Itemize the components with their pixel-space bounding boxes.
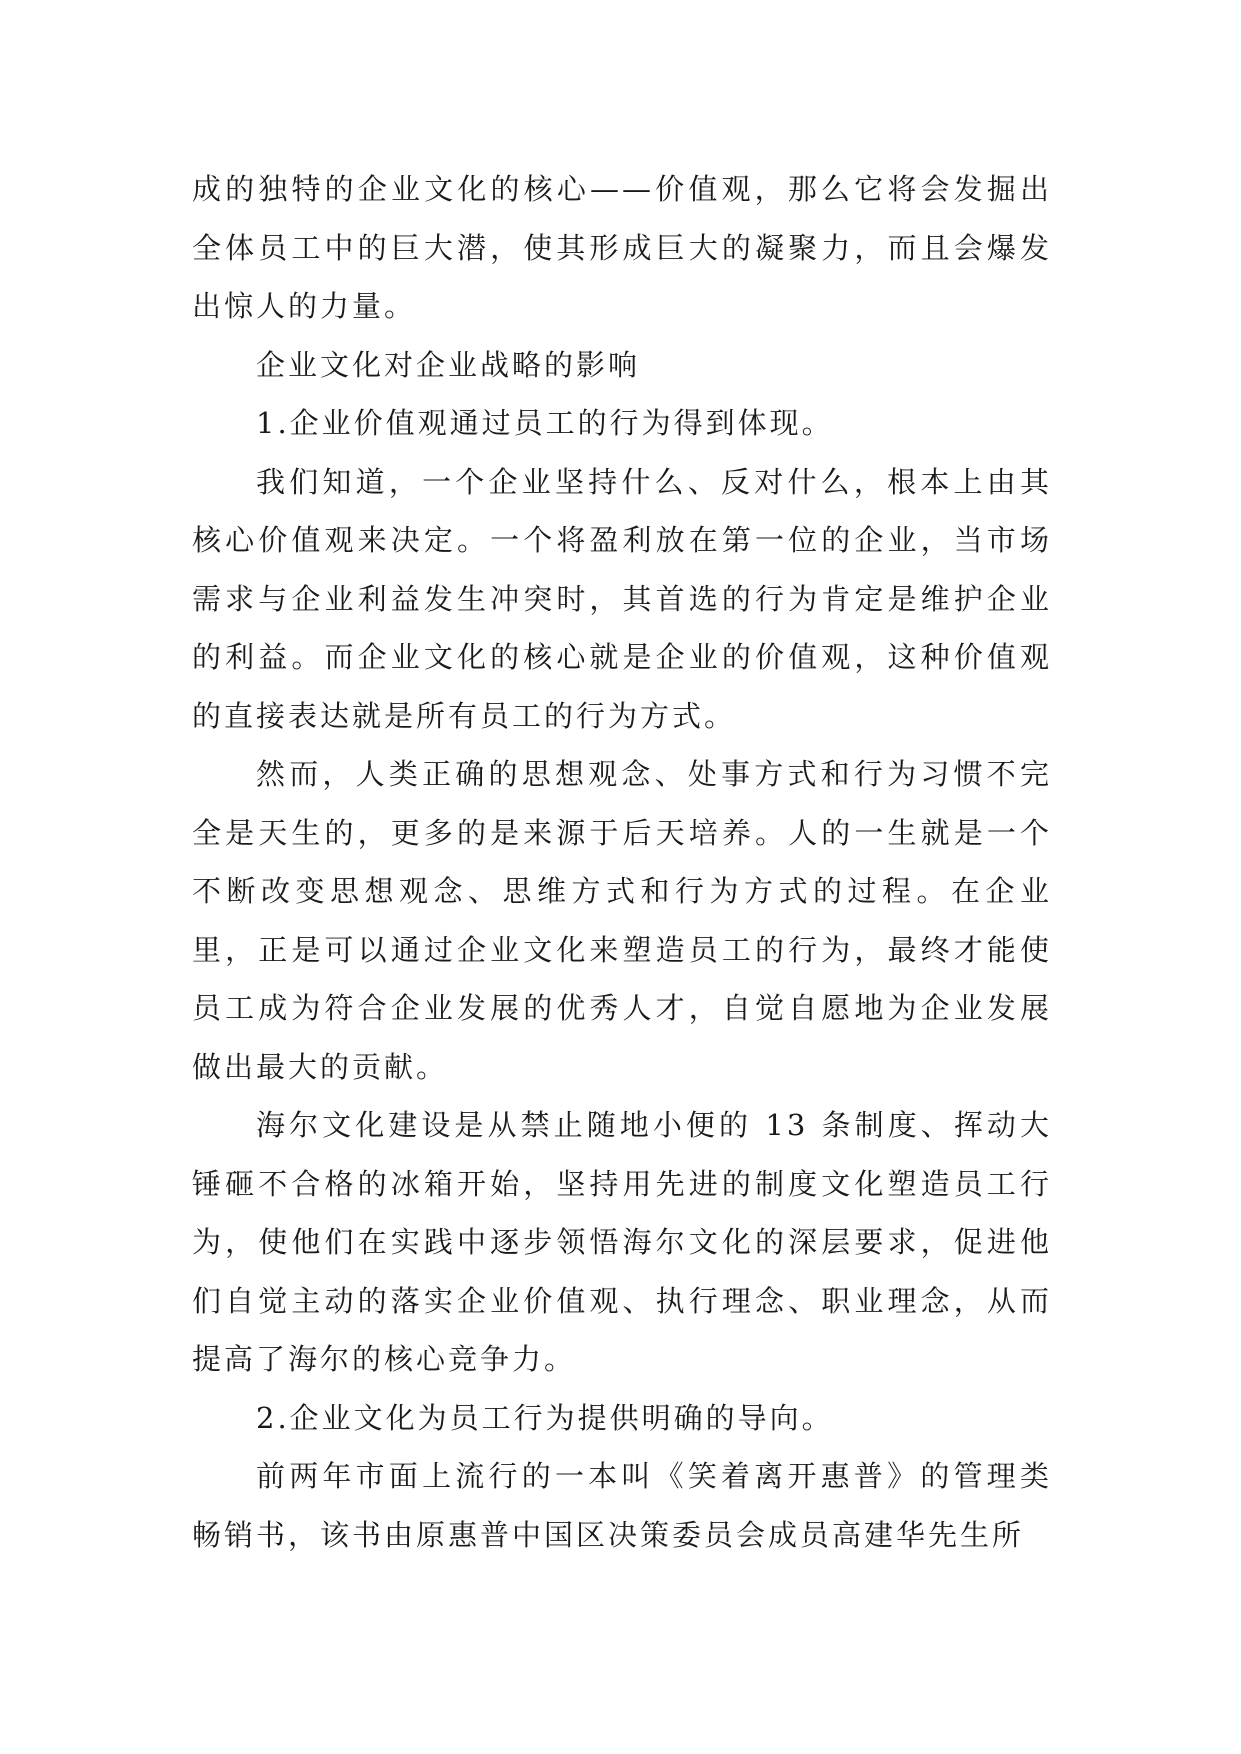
paragraph-2: 我们知道，一个企业坚持什么、反对什么，根本上由其核心价值观来决定。一个将盈利放在第一位的企业，当市场需求与企业利益发生冲突时，其首选的行为肯定是维护企业的利益。而企业文化的核心就是企业的价值观，这种价值观的直接表达就是所有员工的行为方式。 [192,464,1052,733]
document-body [192,160,1052,1564]
paragraph-4: 海尔文化建设是从禁止随地小便的 13 条制度、挥动大锤砸不合格的冰箱开始，坚持用先进的制度文化塑造员工行为，使他们在实践中逐步领悟海尔文化的深层要求，促进他们自觉主动的落实企业价值观、执行理念、职业理念，从而提高了海尔的核心竞争力。 [192,1108,1052,1376]
paragraph-5: 前两年市面上流行的一本叫《笑着离开惠普》的管理类畅销书，该书由原惠普中国区决策委员会成员高建华先生所 [192,1459,1052,1552]
paragraph-1: 成的独特的企业文化的核心——价值观，那么它将会发掘出全体员工中的巨大潜，使其形成巨大的凝聚力，而且会爆发出惊人的力量。 [192,172,1052,323]
paragraph-3: 然而，人类正确的思想观念、处事方式和行为习惯不完全是天生的，更多的是来源于后天培养。人的一生就是一个不断改变思想观念、思维方式和行为方式的过程。在企业里，正是可以通过企业文化来塑造员工的行为，最终才能使员工成为符合企业发展的优秀人才，自觉自愿地为企业发展做出最大的贡献。 [192,757,1052,1084]
numbered-point-1: 1.企业价值观通过员工的行为得到体现。 [256,406,834,440]
section-heading: 企业文化对企业战略的影响 [256,347,641,382]
numbered-point-2: 2.企业文化为员工行为提供明确的导向。 [256,1400,834,1435]
